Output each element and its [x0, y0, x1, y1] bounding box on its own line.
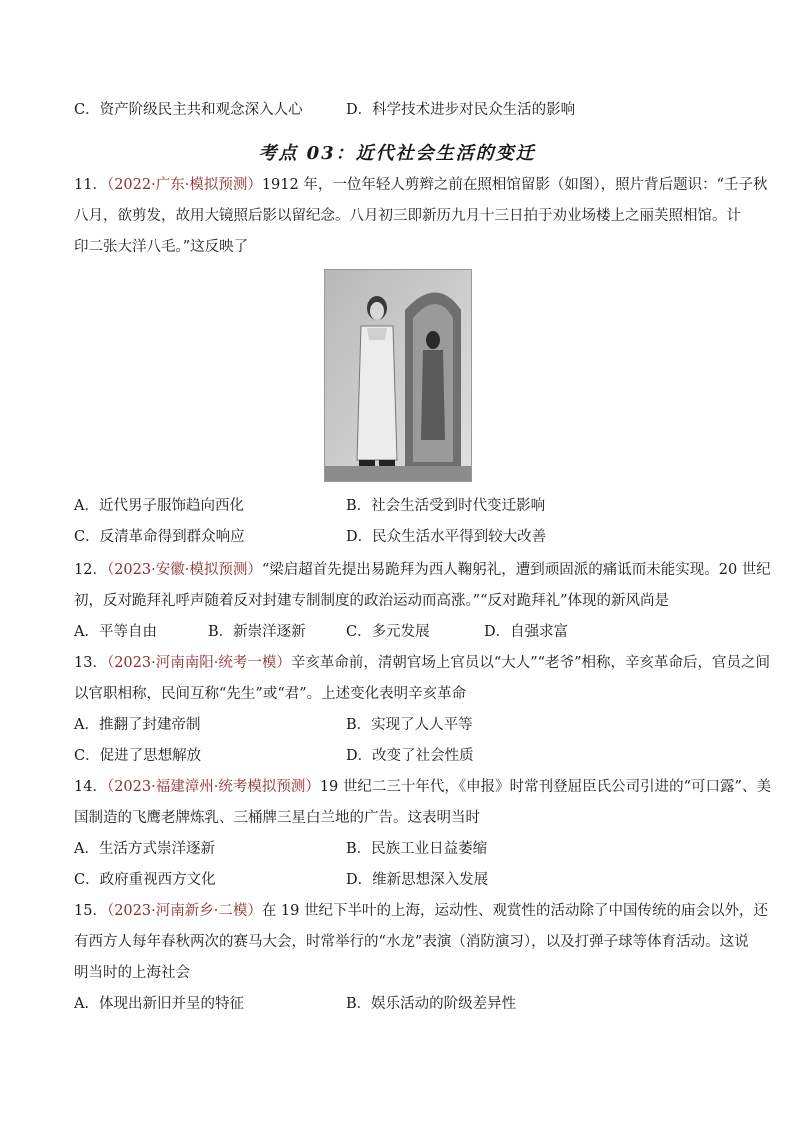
- question-source: （2023·福建漳州·统考模拟预测）: [106, 779, 320, 795]
- question-text: 1912 年，一位年轻人剪辫之前在照相馆留影（如图），照片背后题识：“壬子秋: [261, 177, 768, 193]
- question-15-line-2: 有西方人每年春秋两次的赛马大会，时常举行的“水龙”表演（消防演习），以及打弹子球等体育活动。这说: [74, 934, 749, 950]
- q14-option-c: C．政府重视西方文化: [74, 872, 216, 888]
- q13-option-a: A．推翻了封建帝制: [74, 717, 201, 733]
- question-source: （2023·安徽·模拟预测）: [106, 562, 262, 578]
- q11-option-a: A．近代男子服饰趋向西化: [74, 498, 244, 514]
- prev-option-d: D．科学技术进步对民众生活的影响: [346, 102, 576, 118]
- q15-option-a: A．体现出新旧并呈的特征: [74, 996, 244, 1012]
- q12-option-d: D．自强求富: [484, 624, 569, 640]
- question-text: 辛亥革命前，清朝官场上官员以“大人”“老爷”相称，辛亥革命后，官员之间: [290, 655, 770, 671]
- q13-option-d: D．改变了社会性质: [346, 748, 474, 764]
- question-13-line-2: 以官职相称，民间互称“先生”或“君”。上述变化表明辛亥革命: [74, 686, 467, 702]
- question-14-line-2: 国制造的飞鹰老牌炼乳、三桶牌三星白兰地的广告。这表明当时: [74, 810, 480, 826]
- question-source: （2022·广东·模拟预测）: [106, 177, 262, 193]
- q14-option-a: A．生活方式崇洋逐新: [74, 841, 215, 857]
- historical-photo: [324, 269, 472, 482]
- q12-option-b: B．新崇洋逐新: [208, 624, 306, 640]
- question-text: “梁启超首先提出易跪拜为西人鞠躬礼，遭到顽固派的痛诋而未能实现。20 世纪: [261, 562, 771, 578]
- question-11-line-3: 印二张大洋八毛。”这反映了: [74, 239, 249, 255]
- question-number: 13．: [74, 655, 107, 671]
- question-number: 14．: [74, 779, 107, 795]
- question-text: 在 19 世纪下半叶的上海，运动性、观赏性的活动除了中国传统的庙会以外，还: [261, 903, 768, 919]
- question-source: （2023·河南南阳·统考一模）: [106, 655, 291, 671]
- q11-option-c: C．反清革命得到群众响应: [74, 529, 245, 545]
- question-source: （2023·河南新乡·二模）: [106, 903, 262, 919]
- question-15-line-1: [74, 901, 768, 921]
- question-12-line-1: [74, 560, 771, 580]
- photo-illustration: [325, 270, 471, 481]
- question-number: 12．: [74, 562, 107, 578]
- question-15-line-3: 明当时的上海社会: [74, 965, 190, 981]
- question-11-line-1: [74, 175, 768, 195]
- q12-option-c: C．多元发展: [346, 624, 430, 640]
- q12-option-a: A．平等自由: [74, 624, 157, 640]
- section-title: 考点 03：近代社会生活的变迁: [258, 143, 536, 164]
- q11-option-d: D．民众生活水平得到较大改善: [346, 529, 547, 545]
- q15-option-b: B．娱乐活动的阶级差异性: [346, 996, 517, 1012]
- question-text: 19 世纪二三十年代，《申报》时常刊登屈臣氏公司引进的“可口露”、美: [319, 779, 771, 795]
- prev-option-c: C．资产阶级民主共和观念深入人心: [74, 102, 303, 118]
- question-number: 15．: [74, 903, 107, 919]
- question-12-line-2: 初，反对跪拜礼呼声随着反对封建专制制度的政治运动而高涨。”“反对跪拜礼”体现的新风尚是: [74, 593, 669, 609]
- q11-option-b: B．社会生活受到时代变迁影响: [346, 498, 546, 514]
- q13-option-b: B．实现了人人平等: [346, 717, 473, 733]
- question-11-line-2: 八月，欲剪发，故用大镜照后影以留纪念。八月初三即新历九月十三日拍于劝业场楼上之丽芙照相馆。计: [74, 208, 741, 224]
- question-13-line-1: [74, 653, 770, 673]
- question-number: 11．: [74, 177, 107, 193]
- q14-option-d: D．维新思想深入发展: [346, 872, 489, 888]
- question-14-line-1: [74, 777, 771, 797]
- q13-option-c: C．促进了思想解放: [74, 748, 202, 764]
- q14-option-b: B．民族工业日益萎缩: [346, 841, 488, 857]
